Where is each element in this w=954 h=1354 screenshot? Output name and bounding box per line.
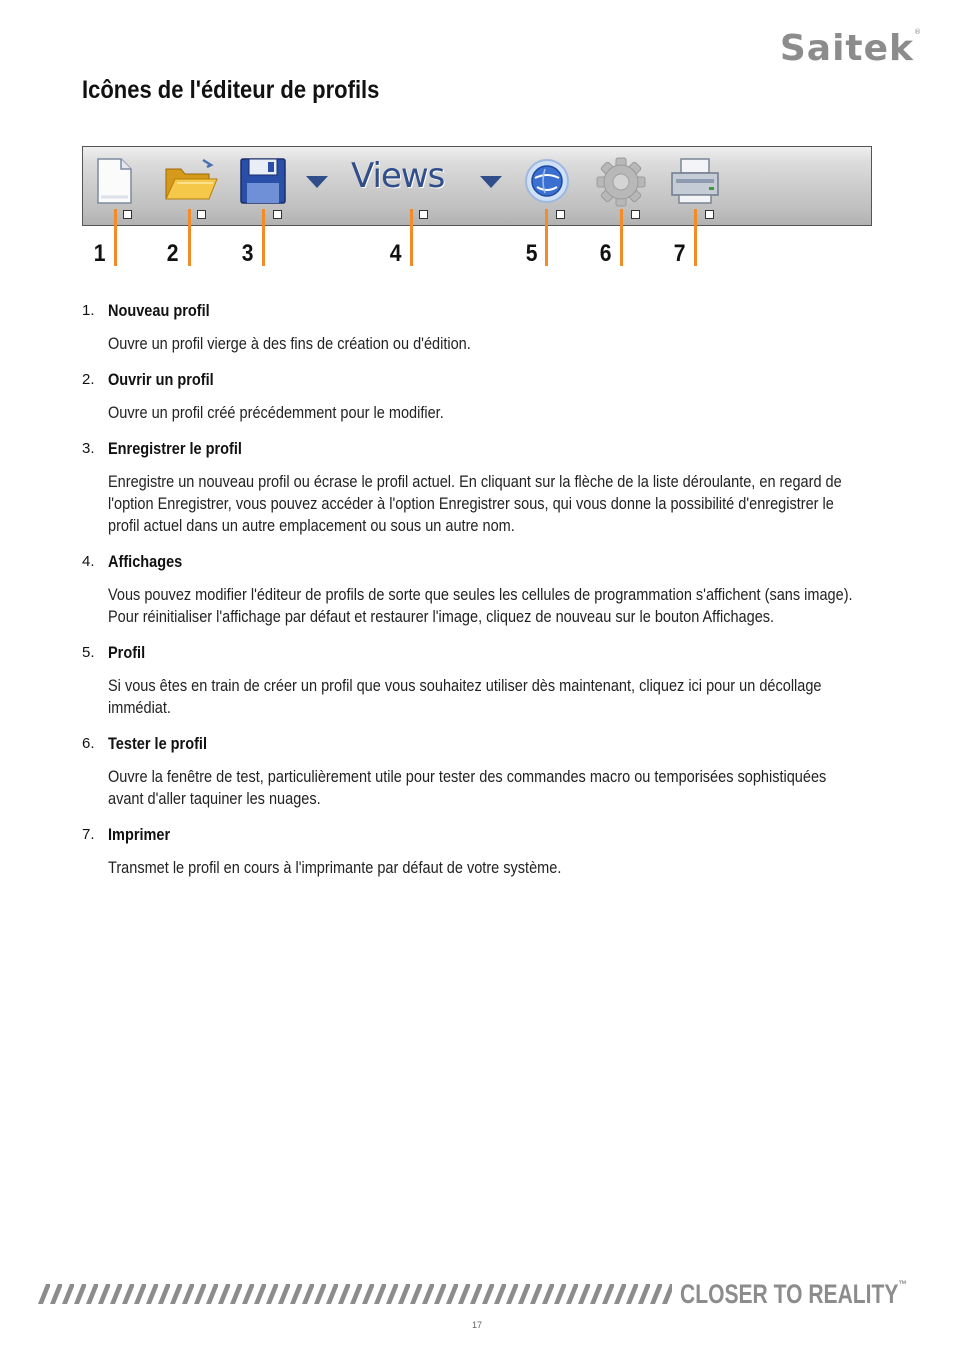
- callout-number-6: 6: [599, 240, 612, 267]
- slogan-text: CLOSER TO REALITY: [680, 1279, 899, 1309]
- trademark-mark: ™: [898, 1279, 908, 1291]
- profile-editor-toolbar: [82, 146, 872, 226]
- item-description: Si vous êtes en train de créer un profil que vous souhaitez utiliser dès maintenant, cliquez ici pour un décollage immédiat.: [108, 677, 822, 717]
- views-dropdown-arrow-icon[interactable]: [479, 175, 503, 189]
- save-dropdown-arrow-icon[interactable]: [305, 175, 329, 189]
- indicator-square-2: [197, 210, 206, 219]
- callout-line-3: [262, 209, 265, 266]
- item-number: 2.: [82, 371, 95, 388]
- page-title: Icônes de l'éditeur de profils: [82, 76, 380, 104]
- item-number: 4.: [82, 553, 95, 570]
- gear-icon[interactable]: [596, 157, 646, 207]
- callout-line-2: [188, 209, 191, 266]
- saitek-logo: [780, 28, 922, 69]
- item-number: 7.: [82, 826, 95, 843]
- indicator-square-7: [705, 210, 714, 219]
- item-title: Nouveau profil: [108, 302, 210, 320]
- item-title: Affichages: [108, 553, 183, 571]
- item-title: Enregistrer le profil: [108, 440, 242, 458]
- item-title: Profil: [108, 644, 146, 662]
- indicator-square-6: [631, 210, 640, 219]
- callout-number-7: 7: [673, 240, 686, 267]
- item-description: Vous pouvez modifier l'éditeur de profils de sorte que seules les cellules de programmation s'affichent (sans image). Pour réinitialiser l'affichage par défaut et restaurer l'image, cliquez de nouveau sur le bouton Affichages.: [108, 586, 853, 626]
- callout-line-6: [620, 209, 623, 266]
- indicator-square-1: [123, 210, 132, 219]
- item-description: Ouvre un profil créé précédemment pour le modifier.: [108, 404, 444, 422]
- callout-number-1: 1: [93, 240, 106, 267]
- list-item: [82, 549, 858, 628]
- item-number: 1.: [82, 302, 95, 319]
- logo-text: Saitek: [779, 28, 914, 69]
- callout-line-1: [114, 209, 117, 266]
- item-description: Ouvre un profil vierge à des fins de création ou d'édition.: [108, 335, 471, 353]
- item-number: 6.: [82, 735, 95, 752]
- new-document-icon[interactable]: [95, 157, 135, 205]
- list-item: [82, 822, 858, 879]
- list-item: [82, 298, 858, 355]
- item-title: Ouvrir un profil: [108, 371, 214, 389]
- callout-line-5: [545, 209, 548, 266]
- indicator-square-3: [273, 210, 282, 219]
- callout-number-2: 2: [166, 240, 179, 267]
- item-number: 3.: [82, 440, 95, 457]
- item-description: Enregistre un nouveau profil ou écrase le profil actuel. En cliquant sur la flèche de la liste déroulante, en regard de l'option Enregistrer, vous pouvez accéder à l'option Enregistrer sous, qui vous donne la possibilité d'enregistrer le profil actuel dans un autre emplacement ou sous un autre nom.: [108, 473, 842, 535]
- printer-icon[interactable]: [669, 157, 721, 205]
- item-description: Ouvre la fenêtre de test, particulièrement utile pour tester des commandes macro ou temporisées sophistiquées avant d'aller taquiner les nuages.: [108, 768, 827, 808]
- callout-number-3: 3: [241, 240, 254, 267]
- indicator-square-5: [556, 210, 565, 219]
- callout-line-4: [410, 209, 413, 266]
- registered-mark: ®: [914, 28, 922, 36]
- save-floppy-icon[interactable]: [239, 157, 287, 205]
- page-number: 17: [471, 1320, 482, 1330]
- footer-slogan: [680, 1279, 907, 1310]
- item-number: 5.: [82, 644, 95, 661]
- decorative-stripes: [38, 1284, 672, 1304]
- callout-line-7: [694, 209, 697, 266]
- list-item: [82, 367, 858, 424]
- item-description: Transmet le profil en cours à l'imprimante par défaut de votre système.: [108, 859, 562, 877]
- icon-description-list: [82, 298, 858, 891]
- list-item: [82, 640, 858, 719]
- indicator-square-4: [419, 210, 428, 219]
- list-item: [82, 731, 858, 810]
- callout-number-5: 5: [525, 240, 538, 267]
- list-item: [82, 436, 858, 537]
- views-button[interactable]: Views: [351, 156, 445, 196]
- callout-number-4: 4: [389, 240, 402, 267]
- item-title: Imprimer: [108, 826, 171, 844]
- open-folder-icon[interactable]: [163, 157, 219, 205]
- item-title: Tester le profil: [108, 735, 207, 753]
- profile-globe-icon[interactable]: [523, 157, 571, 205]
